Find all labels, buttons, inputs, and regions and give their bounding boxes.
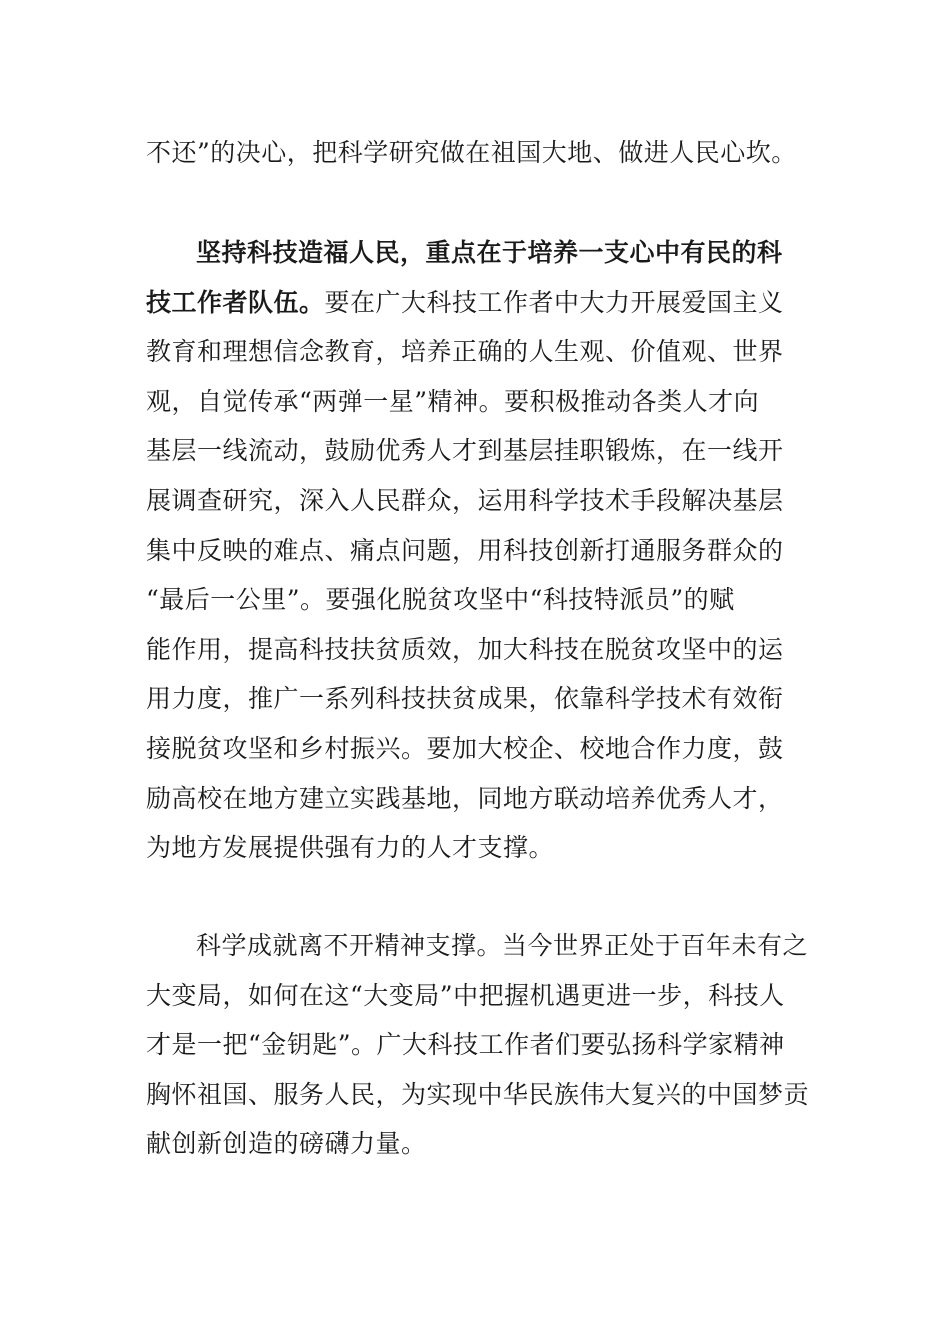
text-line: 献创新创造的磅礴力量。 (146, 1129, 427, 1159)
text-run: 要在广大科技工作者中大力开展爱国主义 (324, 287, 784, 317)
text-line: 为地方发展提供强有力的人才支撑。 (146, 833, 555, 863)
text-line: 科学成就离不开精神支撑。当今世界正处于百年未有之 (196, 931, 809, 960)
text-line: 观，自觉传承“两弹一星”精神。要积极推动各类人才向 (146, 386, 760, 416)
mixed-line (146, 278, 826, 328)
text-line: 能作用，提高科技扶贫质效，加大科技在脱贫攻坚中的运 (146, 634, 784, 664)
text-line: 教育和理想信念教育，培养正确的人生观、价值观、世界 (146, 337, 784, 367)
text-line: 用力度，推广一系列科技扶贫成果，依靠科学技术有效衔 (146, 684, 784, 714)
text-line: 才是一把“金钥匙”。广大科技工作者们要弘扬科学家精神 (146, 1030, 785, 1060)
text-line: “最后一公里”。要强化脱贫攻坚中“科技特派员”的赋 (146, 585, 735, 615)
text-line: 胸怀祖国、服务人民，为实现中华民族伟大复兴的中国梦贡 (146, 1079, 810, 1109)
text-line: 基层一线流动，鼓励优秀人才到基层挂职锻炼，在一线开 (146, 436, 784, 466)
paragraph-scientific-spirit (146, 921, 826, 1169)
text-line: 不还”的决心，把科学研究做在祖国大地、做进人民心坎。 (146, 138, 797, 167)
text-line: 接脱贫攻坚和乡村振兴。要加大校企、校地合作力度，鼓 (146, 733, 784, 763)
text-line: 集中反映的难点、痛点问题，用科技创新打通服务群众的 (146, 535, 784, 565)
text-line: 大变局，如何在这“大变局”中把握机遇更进一步，科技人 (146, 980, 785, 1010)
text-line: 励高校在地方建立实践基地，同地方联动培养优秀人才， (146, 783, 784, 813)
paragraph-continuation (146, 128, 826, 178)
paragraph-talent-team (146, 228, 826, 873)
bold-heading-end: 技工作者队伍。 (146, 287, 325, 317)
bold-heading-line: 坚持科技造福人民，重点在于培养一支心中有民的科 (196, 238, 783, 267)
text-line: 展调查研究，深入人民群众，运用科学技术手段解决基层 (146, 485, 784, 515)
